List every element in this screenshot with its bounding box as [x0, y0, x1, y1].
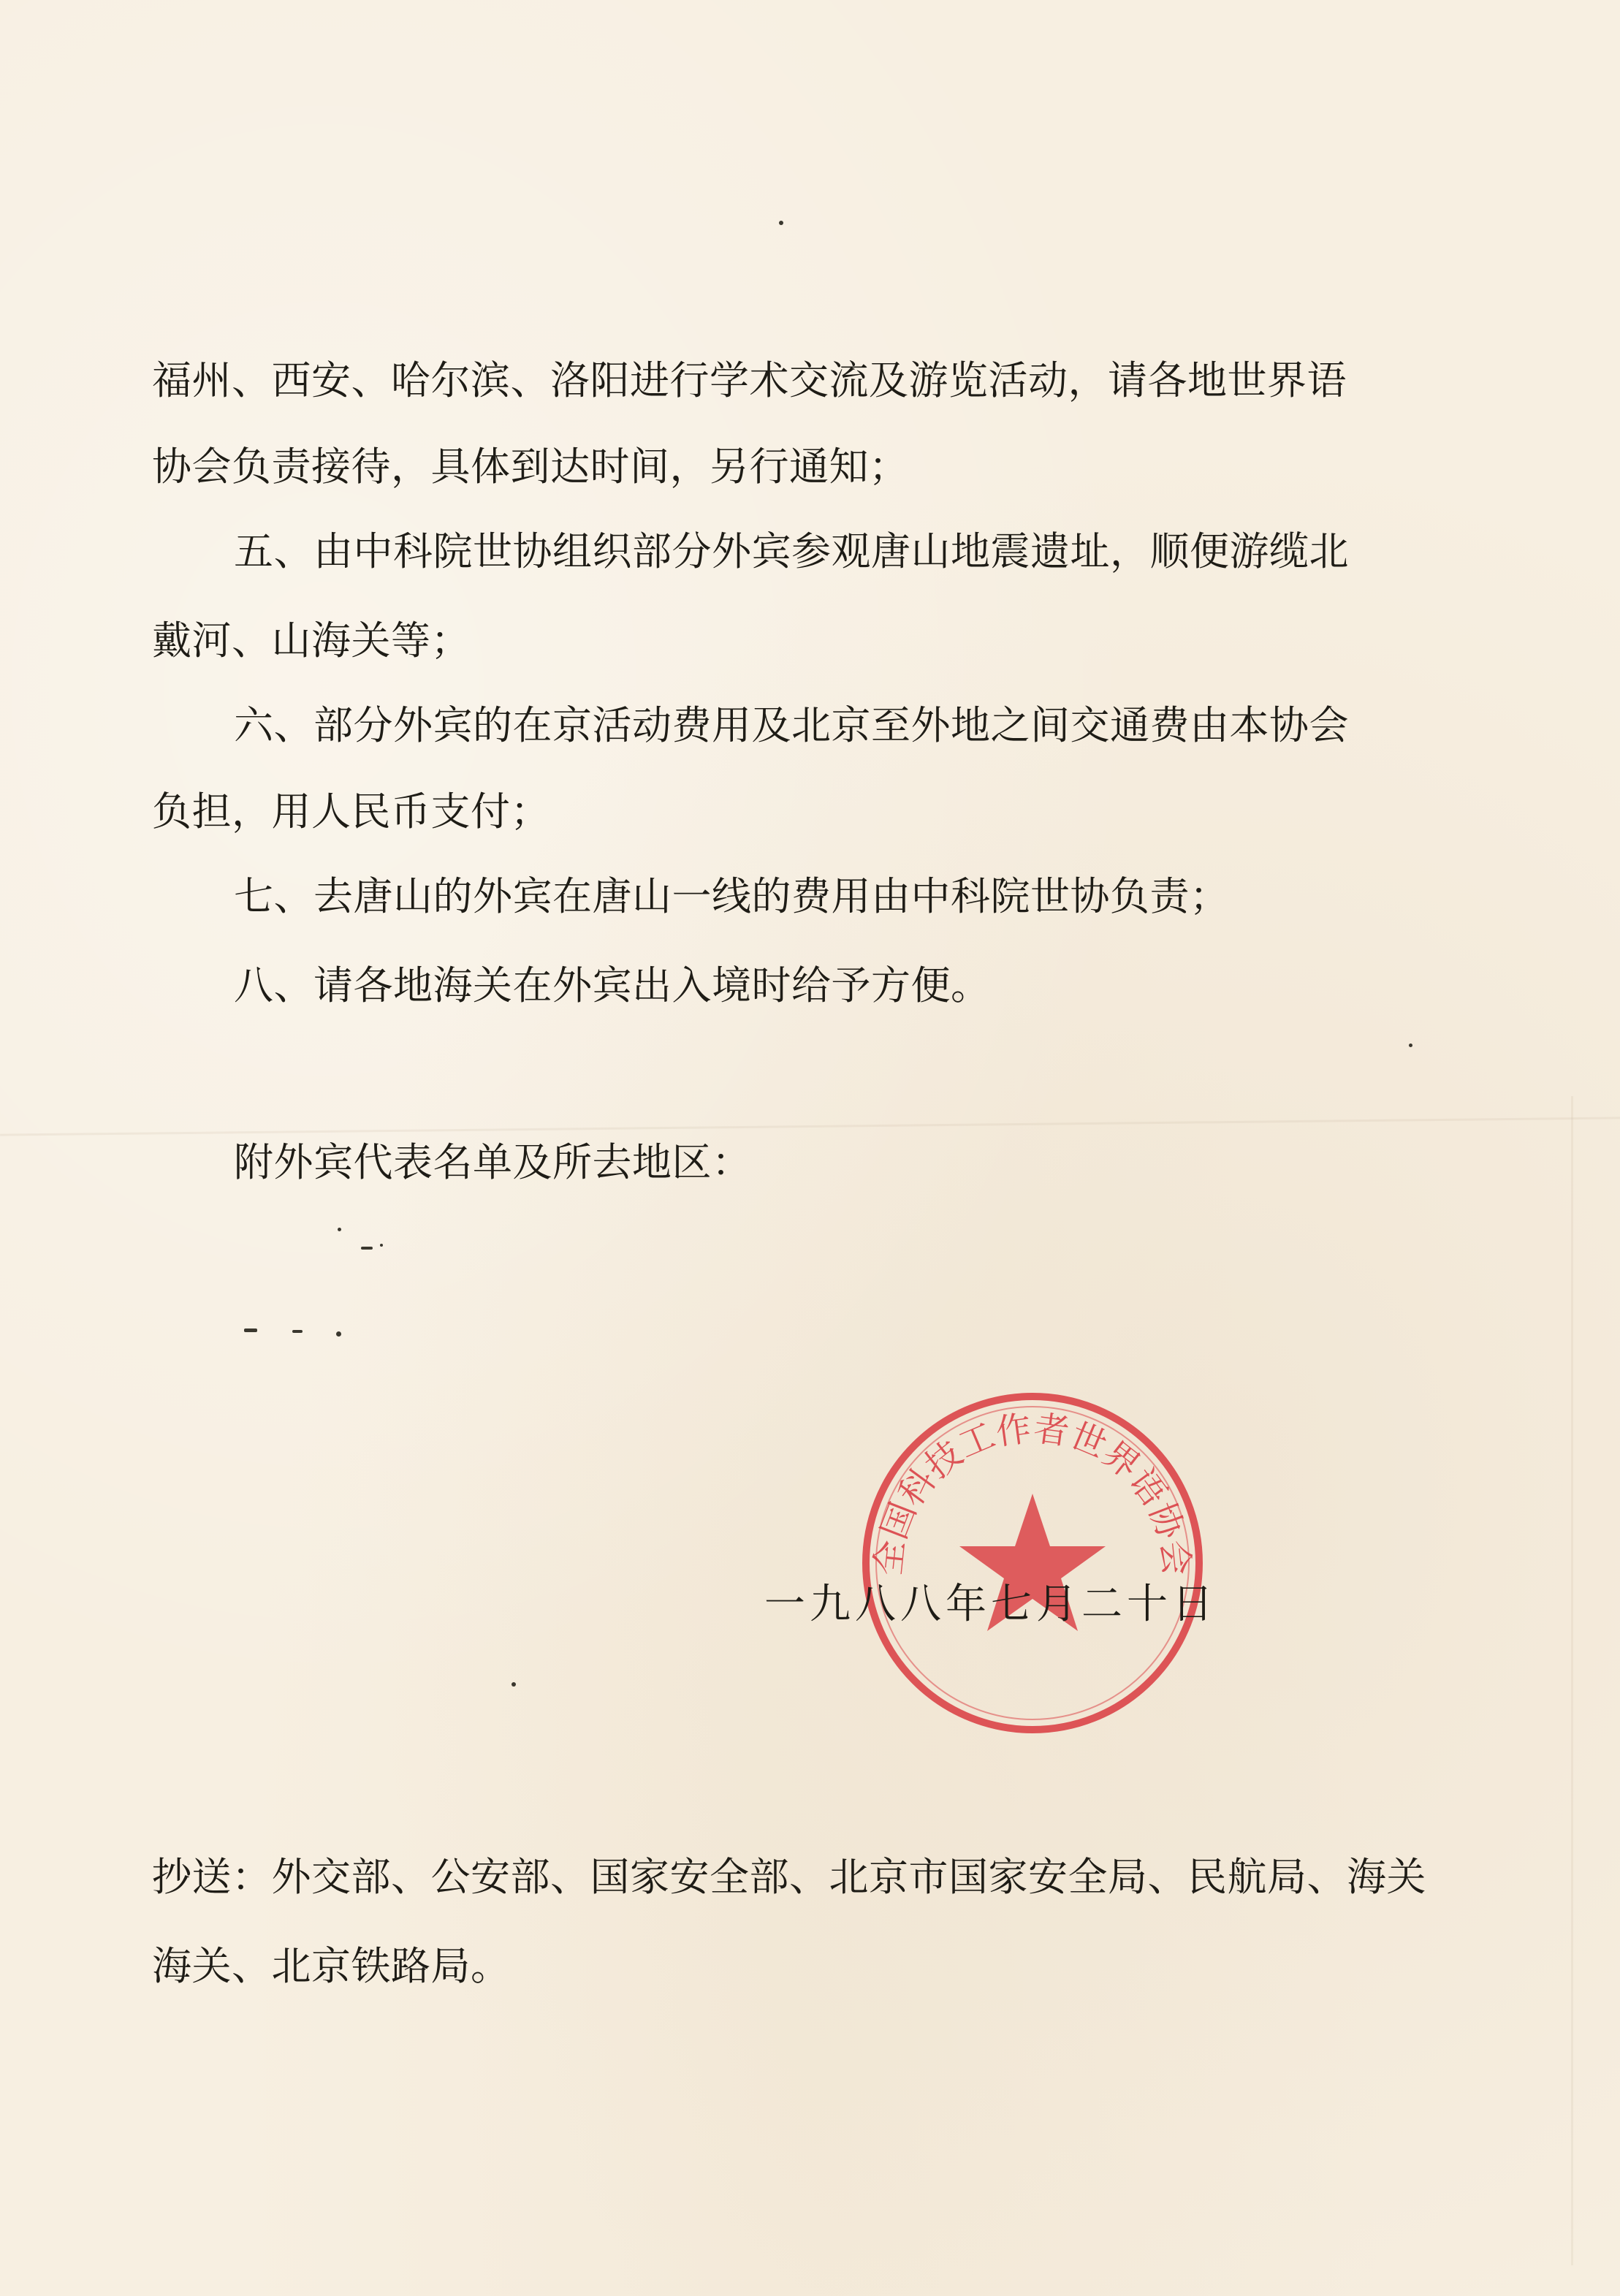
ink-speck — [292, 1330, 303, 1333]
body-line-7: 七、去唐山的外宾在唐山一线的费用由中科院世协负责； — [234, 873, 1230, 919]
body-line-2: 协会负责接待，具体到达时间，另行通知； — [152, 444, 909, 490]
ink-speck — [361, 1247, 373, 1250]
body-line-1: 福州、西安、哈尔滨、洛阳进行学术交流及游览活动，请各地世界语 — [152, 357, 1347, 403]
ink-speck — [244, 1328, 257, 1332]
body-line-4: 戴河、山海关等； — [152, 617, 471, 664]
ink-speck — [779, 221, 783, 225]
document-date: 一九八八年七月二十日 — [764, 1581, 1217, 1628]
ink-speck — [336, 1331, 341, 1337]
body-line-8: 八、请各地海关在外宾出入境时给予方便。 — [234, 962, 991, 1008]
body-line-3: 五、由中科院世协组织部分外宾参观唐山地震遗址，顺便游缆北 — [234, 528, 1349, 574]
cc-line-1: 抄送：外交部、公安部、国家安全部、北京市国家安全局、民航局、海关 — [152, 1854, 1426, 1900]
cc-line-2: 海关、北京铁路局。 — [152, 1943, 511, 1989]
body-line-5: 六、部分外宾的在京活动费用及北京至外地之间交通费由本协会 — [234, 702, 1349, 748]
paper-crease — [1571, 1096, 1573, 2265]
attachment-line: 附外宾代表名单及所去地区： — [234, 1139, 752, 1185]
body-line-6: 负担，用人民币支付； — [152, 788, 550, 835]
ink-speck — [380, 1244, 383, 1247]
ink-speck — [512, 1682, 516, 1687]
ink-speck — [338, 1228, 341, 1231]
paper-crease — [0, 1117, 1620, 1136]
seal-text-path: 全国科技工作者世界语协会 — [867, 1407, 1198, 1578]
ink-speck — [1409, 1044, 1412, 1047]
official-seal — [853, 1384, 1212, 1742]
